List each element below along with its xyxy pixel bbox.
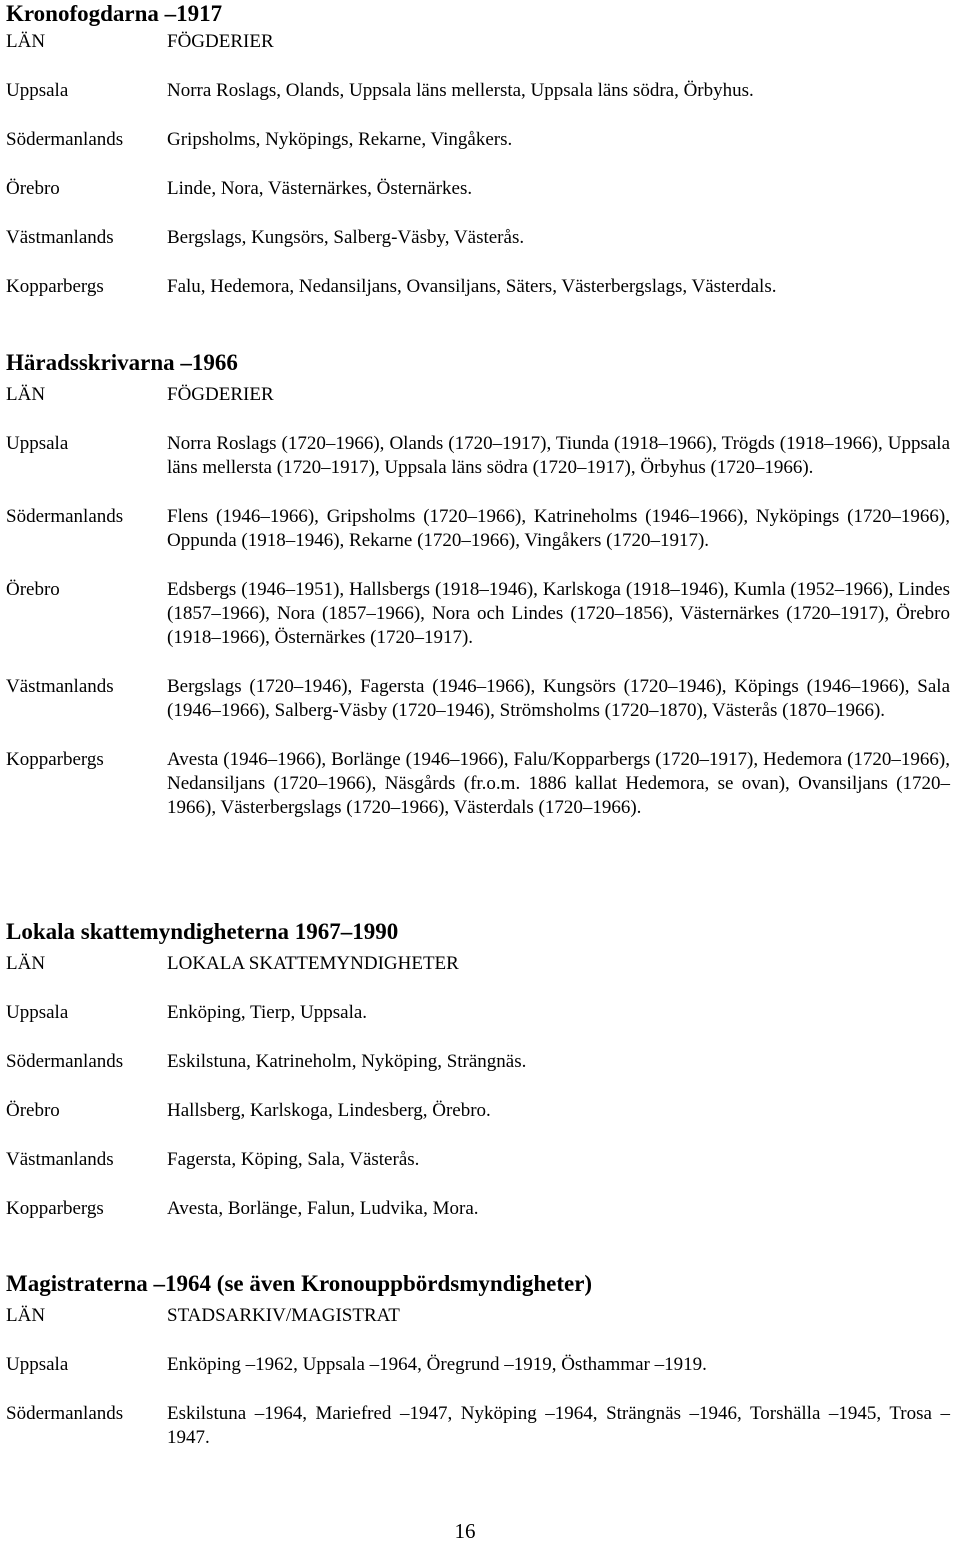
entry-text: Fagersta, Köping, Sala, Västerås. xyxy=(167,1149,420,1170)
column-heading-skattemyndigheter: LOKALA SKATTEMYNDIGHETER xyxy=(167,953,459,974)
county-name: Örebro xyxy=(6,579,60,600)
list-item xyxy=(6,1197,960,1221)
list-item xyxy=(6,675,960,723)
entry-text: Enköping –1962, Uppsala –1964, Öregrund –1919, Östhammar –1919. xyxy=(167,1354,707,1375)
section-lokala-skattemyndigheterna xyxy=(6,918,960,1221)
entry-text: Gripsholms, Nyköpings, Rekarne, Vingåkers. xyxy=(167,129,513,150)
column-heading-lan: LÄN xyxy=(6,384,46,405)
entry-text: Eskilstuna –1964, Mariefred –1947, Nyköping –1964, Strängnäs –1946, Torshälla –1945, Trosa –1947. xyxy=(167,1403,950,1448)
county-name: Västmanlands xyxy=(6,227,114,248)
list-item xyxy=(6,432,960,480)
county-name: Uppsala xyxy=(6,1354,69,1375)
section-magistraterna xyxy=(6,1270,960,1450)
county-name: Västmanlands xyxy=(6,676,114,697)
list-item xyxy=(6,578,960,650)
list-item xyxy=(6,505,960,553)
county-name: Södermanlands xyxy=(6,506,124,527)
column-headings xyxy=(6,1304,960,1328)
county-name: Kopparbergs xyxy=(6,1198,104,1219)
column-heading-lan: LÄN xyxy=(6,953,46,974)
county-name: Uppsala xyxy=(6,433,69,454)
column-headings xyxy=(6,952,960,976)
column-heading-stadsarkiv: STADSARKIV/MAGISTRAT xyxy=(167,1305,400,1326)
county-name: Kopparbergs xyxy=(6,276,104,297)
list-item xyxy=(6,1353,960,1377)
list-item xyxy=(6,1001,960,1025)
entry-text: Norra Roslags, Olands, Uppsala läns mellersta, Uppsala läns södra, Örbyhus. xyxy=(167,80,754,101)
county-name: Södermanlands xyxy=(6,1051,124,1072)
column-heading-fogderier: FÖGDERIER xyxy=(167,31,274,52)
county-name: Södermanlands xyxy=(6,1403,124,1424)
list-item xyxy=(6,275,960,299)
entry-text: Avesta (1946–1966), Borlänge (1946–1966), Falu/Kopparbergs (1720–1917), Hedemora (1720–1966), Nedansiljans (1720–1966), Näsgårds (fr.o.m. 1886 kallat Hedemora, se ovan), Ovansiljans (1720–1966), Västerbergslags (1720–1966), Västerdals (1720–1966). xyxy=(167,749,950,818)
section-kronofogdarna xyxy=(6,0,960,299)
section-title: Kronofogdarna –1917 xyxy=(6,1,223,26)
county-name: Södermanlands xyxy=(6,129,124,150)
section-title: Lokala skattemyndigheterna 1967–1990 xyxy=(6,919,399,944)
list-item xyxy=(6,128,960,152)
county-name: Uppsala xyxy=(6,1002,69,1023)
column-headings xyxy=(6,30,960,54)
county-name: Kopparbergs xyxy=(6,749,104,770)
entry-text: Edsbergs (1946–1951), Hallsbergs (1918–1946), Karlskoga (1918–1946), Kumla (1952–1966), Lindes (1857–1966), Nora (1857–1966), Nora och Lindes (1720–1856), Västernärkes (1720–1917), Örebro (1918–1966), Östernärkes (1720–1917). xyxy=(167,579,950,648)
list-item xyxy=(6,1402,960,1450)
entry-text: Bergslags, Kungsörs, Salberg-Väsby, Västerås. xyxy=(167,227,525,248)
entry-text: Avesta, Borlänge, Falun, Ludvika, Mora. xyxy=(167,1198,479,1219)
entry-text: Norra Roslags (1720–1966), Olands (1720–1917), Tiunda (1918–1966), Trögds (1918–1966), Uppsala läns mellersta (1720–1917), Uppsala läns södra (1720–1917), Örbyhus (1720–1966). xyxy=(167,433,950,478)
list-item xyxy=(6,1148,960,1172)
entry-text: Falu, Hedemora, Nedansiljans, Ovansiljans, Säters, Västerbergslags, Västerdals. xyxy=(167,276,777,297)
county-name: Uppsala xyxy=(6,80,69,101)
entry-text: Eskilstuna, Katrineholm, Nyköping, Strängnäs. xyxy=(167,1051,527,1072)
entry-text: Linde, Nora, Västernärkes, Östernärkes. xyxy=(167,178,473,199)
entry-text: Bergslags (1720–1946), Fagersta (1946–1966), Kungsörs (1720–1946), Köpings (1946–1966), Sala (1946–1966), Salberg-Väsby (1720–1946), Strömsholms (1720–1870), Västerås (1870–1966). xyxy=(167,676,950,721)
list-item xyxy=(6,79,960,103)
section-title: Magistraterna –1964 (se även Kronouppbördsmyndigheter) xyxy=(6,1271,593,1296)
section-haradsskrivarna xyxy=(6,349,960,820)
entry-text: Hallsberg, Karlskoga, Lindesberg, Örebro. xyxy=(167,1100,491,1121)
list-item xyxy=(6,1099,960,1123)
column-heading-lan: LÄN xyxy=(6,1305,46,1326)
list-item xyxy=(6,1050,960,1074)
list-item xyxy=(6,177,960,201)
column-heading-fogderier: FÖGDERIER xyxy=(167,384,274,405)
county-name: Västmanlands xyxy=(6,1149,114,1170)
county-name: Örebro xyxy=(6,178,60,199)
column-heading-lan: LÄN xyxy=(6,31,46,52)
entry-text: Enköping, Tierp, Uppsala. xyxy=(167,1002,368,1023)
entry-text: Flens (1946–1966), Gripsholms (1720–1966), Katrineholms (1946–1966), Nyköpings (1720–1966), Oppunda (1918–1946), Rekarne (1720–1966), Vingåkers (1720–1917). xyxy=(167,506,950,551)
list-item xyxy=(6,226,960,250)
section-title: Häradsskrivarna –1966 xyxy=(6,350,238,375)
column-headings xyxy=(6,383,960,407)
list-item xyxy=(6,748,960,820)
page-number: 16 xyxy=(454,1519,476,1543)
county-name: Örebro xyxy=(6,1100,60,1121)
